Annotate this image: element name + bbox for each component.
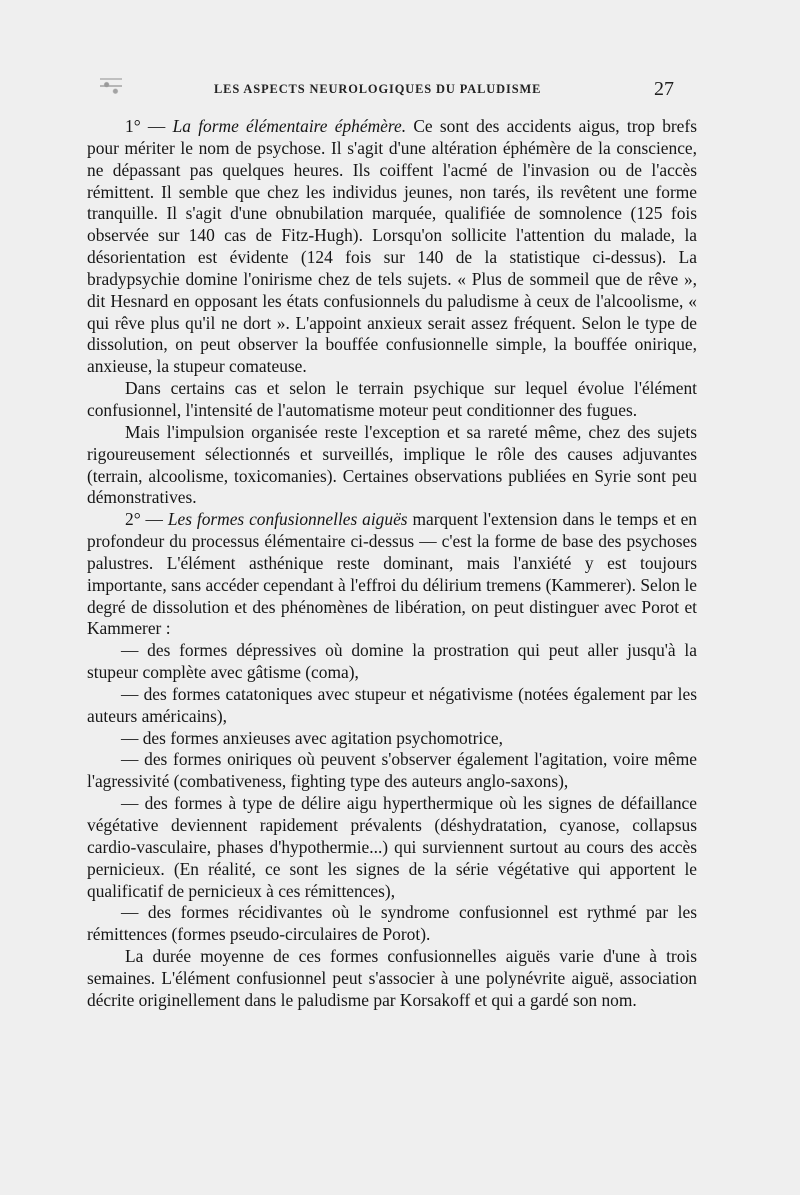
list-item-anxious: — des formes anxieuses avec agitation psychomotrice, [121,727,503,748]
section-title-1: La forme élémentaire éphémère. [172,116,407,136]
page-header [0,78,800,102]
list-item-depressive: — des formes dépressives où domine la prostration qui peut aller jusqu'à la stupeur complète avec gâtisme (coma), [87,640,697,683]
paragraph-text: marquent l'extension dans le temps et en profondeur du processus élémentaire ci-dessus — c'est la forme de base des psychoses palustres. L'élément asthénique reste dominant, mais l'anxiété y est toujours importante, sans accéder cependant à l'effroi du délirium tremens (Kammerer). Selon le degré de dissolution et des phénomènes de libération, on peut distinguer avec Porot et Kammerer : [87,509,697,639]
page-number: 27 [654,78,674,100]
section-title-2: Les formes confusionnelles aiguës [167,509,408,530]
paragraph-text: Ce sont des accidents aigus, trop brefs pour mériter le nom de psychose. Il s'agit d'une altération éphémère de la conscience, ne dépassant pas quelques heures. Ils coiffent l'acmé de l'invasion ou de l'accès rémittent. Il semble que chez les individus jeunes, non tarés, ils revêtent une forme tranquille. Il s'agit d'une obnubilation marquée, qualifiée de somnolence (125 fois observée sur 140 cas de Fitz-Hugh). Lorsqu'on sollicite l'attention du malade, la désorientation est évidente (124 fois sur 140 de la statistique ci-dessus). La bradypsychie domine l'onirisme chez de tels sujets. « Plus de sommeil que de rêve », dit Hesnard en opposant les états confusionnels du paludisme à ceux de l'alcoolisme, « qui rêve plus qu'il ne dort ». L'appoint anxieux serait assez fréquent. Selon le type de dissolution, on peut observer la bouffée confusionnelle simple, la bouffée onirique, anxieuse, la stupeur comateuse. [87,116,697,377]
list-item-catatonic: — des formes catatoniques avec stupeur et négativisme (notées également par les auteurs américains), [87,683,697,726]
list-item-recurrent: — des formes récidivantes où le syndrome confusionnel est rythmé par les rémittences (formes pseudo-circulaires de Porot). [87,902,697,945]
paragraph-duration: La durée moyenne de ces formes confusionnelles aiguës varie d'une à trois semaines. L'élément confusionnel peut s'associer à une polynévrite aiguë, association décrite originellement dans le paludisme par Korsakoff et qui a gardé son nom. [87,946,697,1010]
running-title: LES ASPECTS NEUROLOGIQUES DU PALUDISME [214,82,542,96]
body-text [87,116,697,1012]
section-number-1: 1° — [125,116,173,136]
list-item-oniric: — des formes oniriques où peuvent s'observer également l'agitation, voire même l'agressivité (combativeness, fighting type des auteurs anglo-saxons), [87,749,697,792]
list-item-hyperthermic: — des formes à type de délire aigu hyperthermique où les signes de défaillance végétative deviennent rapidement prévalents (déshydratation, cyanose, collapsus cardio-vasculaire, phases d'hypothermie...) qui surviennent surtout au cours des accès pernicieux. (En réalité, ce sont les signes de la série végétative qui apportent le qualificatif de pernicieux à ces rémittences), [87,793,697,901]
paragraph-fugues: Dans certains cas et selon le terrain psychique sur lequel évolue l'élément confusionnel, l'intensité de l'automatisme moteur peut conditionner des fugues. [87,378,697,420]
paragraph-acute-forms [87,509,697,640]
paragraph-impulsion: Mais l'impulsion organisée reste l'exception et sa rareté même, chez des sujets rigoureusement sélectionnés et surveillés, implique le rôle des causes adjuvantes (terrain, alcoolisme, toxicomanies). Certaines observations publiées en Syrie sont peu démonstratives. [87,421,697,508]
section-number-2: 2° — [125,509,168,530]
paragraph-elementary-form [87,116,697,378]
